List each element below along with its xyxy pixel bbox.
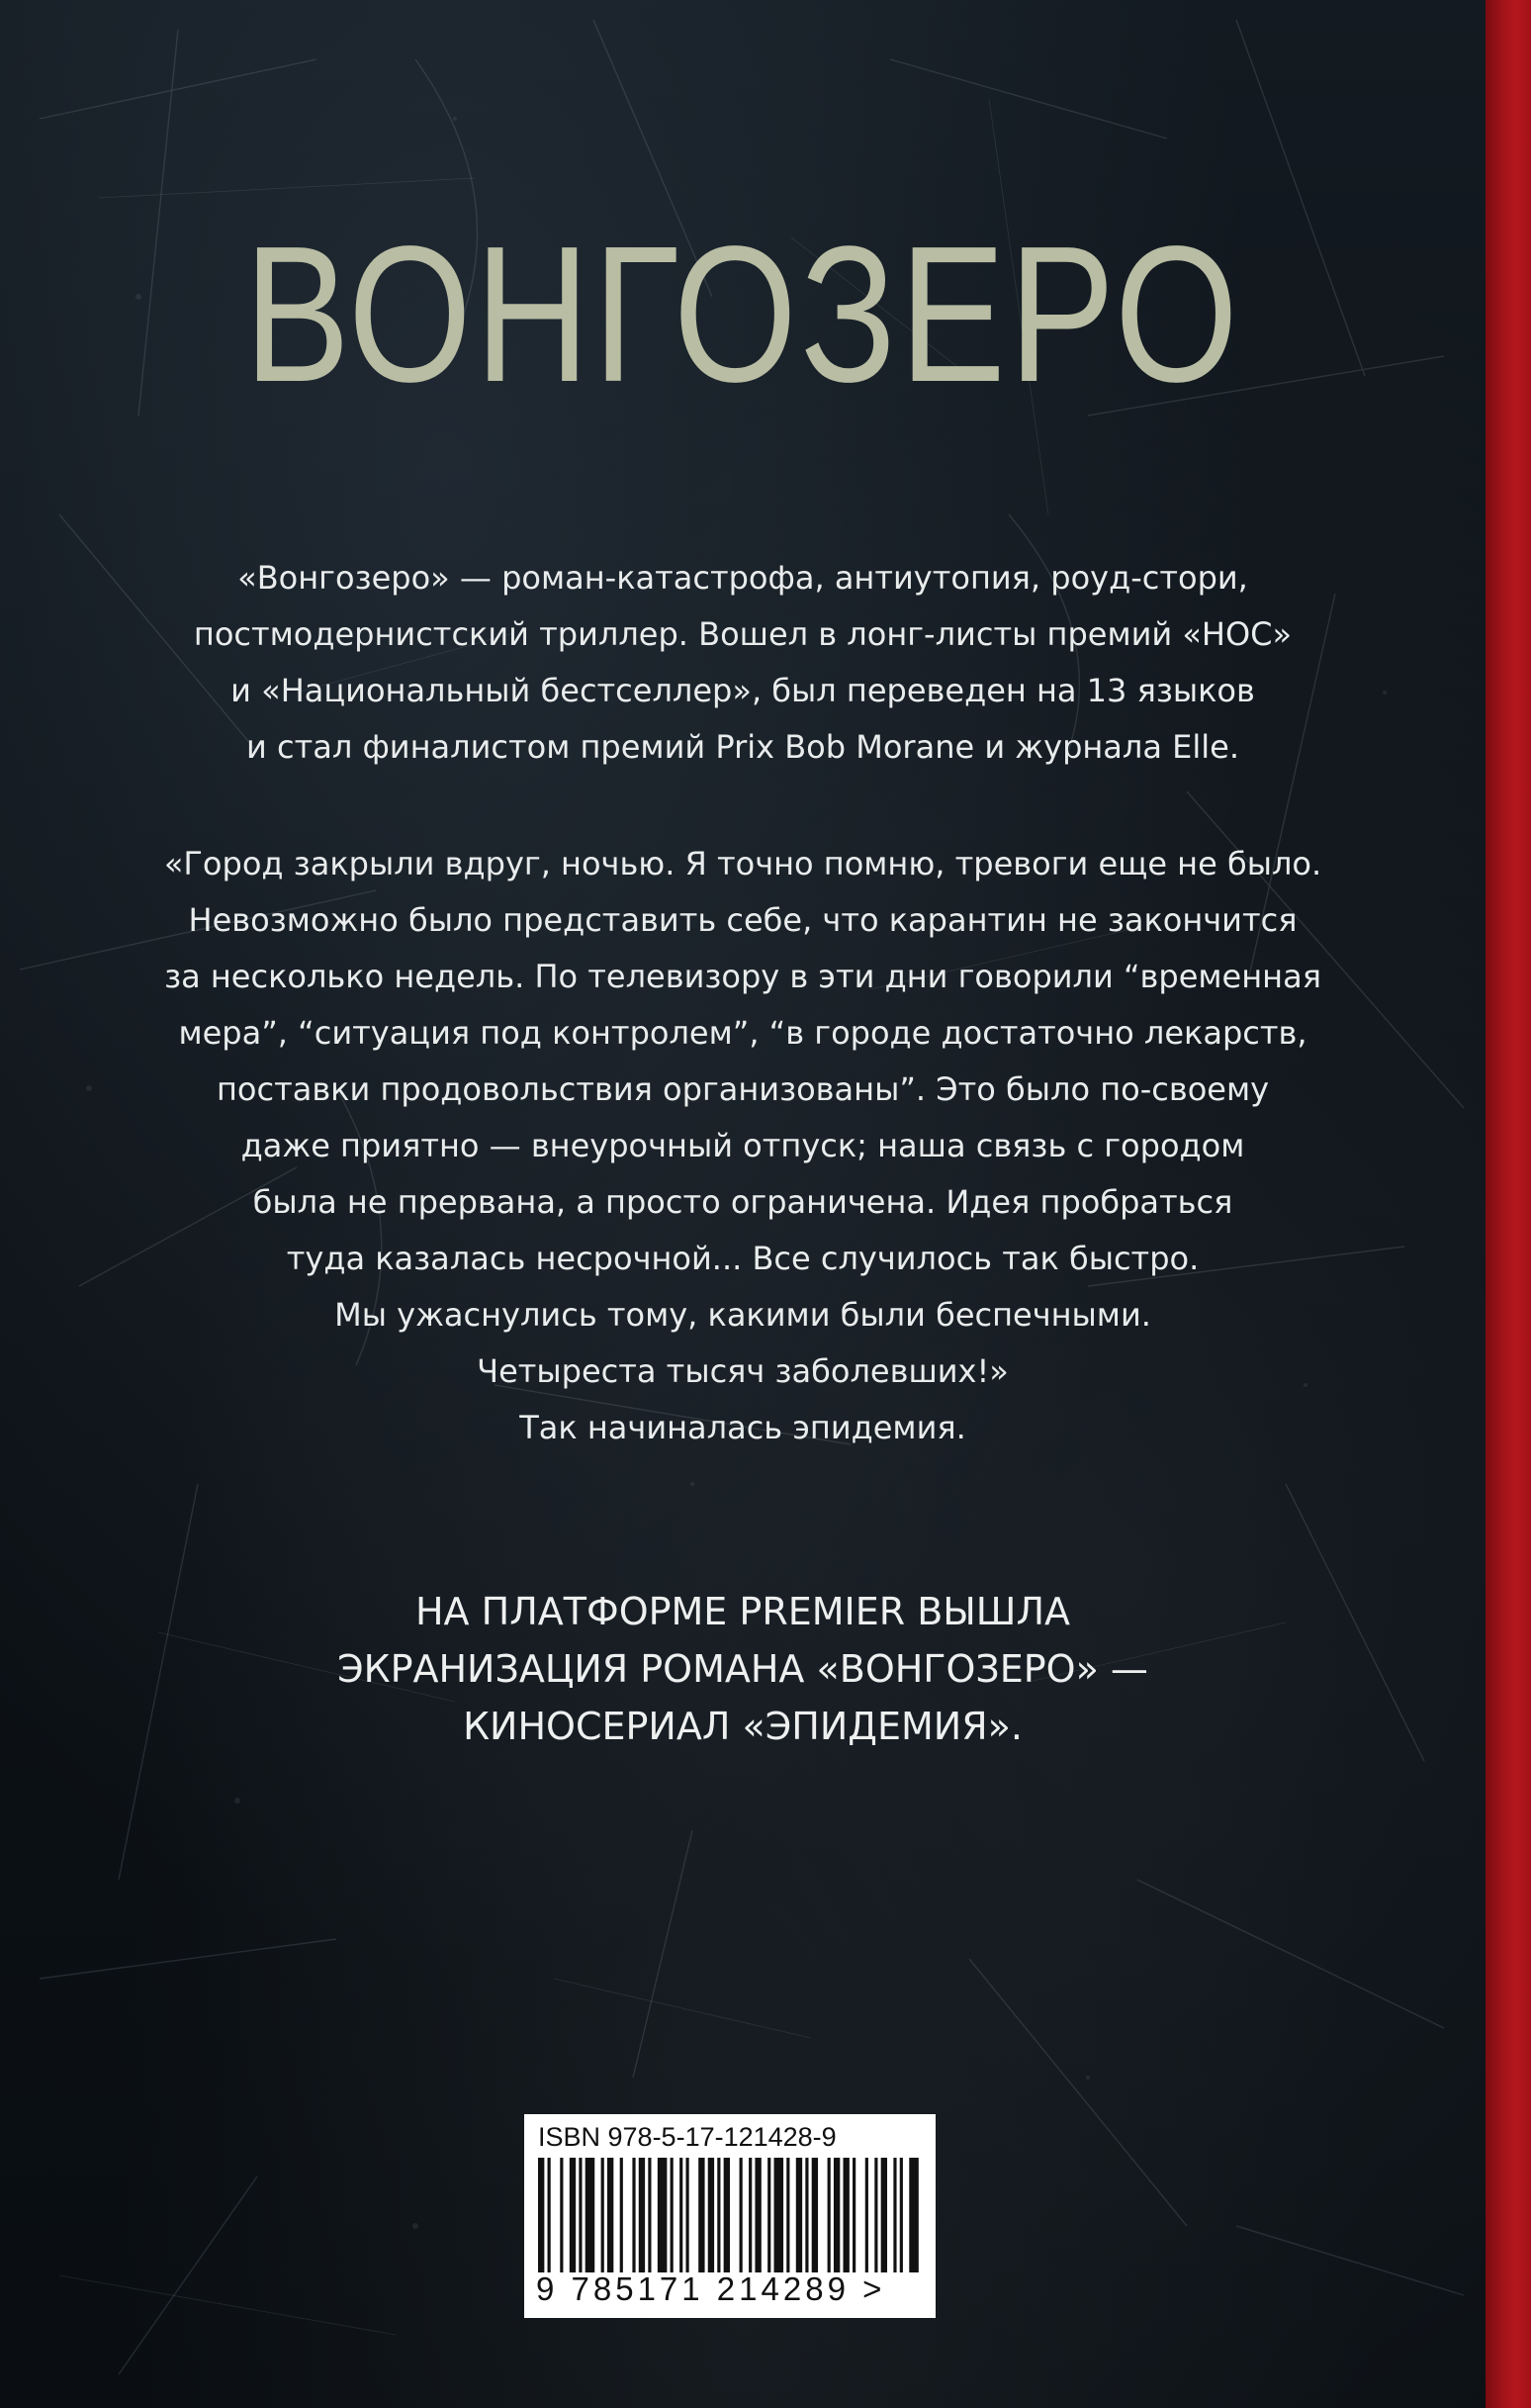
blurb-line: и стал финалистом премий Prix Bob Morane и журнала Elle. [246,728,1239,766]
excerpt-line: Мы ужаснулись тому, какими были беспечными. [334,1296,1151,1334]
barcode-bar [767,2158,770,2272]
excerpt-line: мера”, “ситуация под контролем”, “в городе достаточно лекарств, [178,1014,1307,1052]
barcode-bar [632,2158,635,2272]
isbn-label: ISBN 978-5-17-121428-9 [538,2122,837,2152]
announcement-line: КИНОСЕРИАЛ «ЭПИДЕМИЯ». [463,1705,1023,1748]
barcode-bar [538,2158,544,2272]
barcode-bar [893,2158,896,2272]
excerpt-line: Четыреста тысяч заболевших!» [477,1352,1009,1390]
barcode-bars [538,2158,922,2272]
barcode-bar [685,2158,688,2272]
barcode-bar [796,2158,802,2272]
excerpt-line: туда казалась несрочной... Все случилось так быстро. [286,1240,1200,1277]
barcode-bar [828,2158,831,2272]
excerpt-line: «Город закрыли вдруг, ночью. Я точно помню, тревоги еще не было. [163,845,1322,882]
excerpt-line: поставки продовольствия организованы”. Это было по-своему [216,1070,1270,1108]
barcode-bar [648,2158,651,2272]
barcode-bar [874,2158,877,2272]
barcode-bar [834,2158,840,2272]
barcode-bar [881,2158,887,2272]
announcement-line: НА ПЛАТФОРМЕ PREMIER ВЫШЛА [414,1590,1071,1633]
barcode-bar [560,2158,563,2272]
barcode-bar [740,2158,743,2272]
barcode-bar [698,2158,704,2272]
barcode-bar [708,2158,714,2272]
blurb-line: постмодернистский триллер. Вошел в лонг-листы премий «НОС» [193,615,1293,653]
barcode-bar [805,2158,808,2272]
barcode-bar [786,2158,789,2272]
barcode-bar [620,2158,623,2272]
excerpt-line: Так начиналась эпидемия. [519,1409,966,1446]
barcode-bar [579,2158,582,2272]
barcode-bar [853,2158,856,2272]
spine-edge [1486,0,1531,2408]
excerpt-line: была не прервана, а просто ограничена. Идея пробраться [252,1183,1233,1221]
isbn-barcode [524,2114,936,2318]
excerpt-line: даже приятно — внеурочный отпуск; наша связь с городом [240,1127,1245,1164]
book-blurb [0,550,1486,776]
barcode-bar [607,2158,613,2272]
barcode-bar [658,2158,668,2272]
barcode-bar [755,2158,761,2272]
adaptation-announcement [0,1583,1486,1755]
barcode-bar [671,2158,674,2272]
barcode-bar [639,2158,645,2272]
book-excerpt [0,836,1486,1456]
barcode-bar [900,2158,903,2272]
barcode-bar [570,2158,576,2272]
barcode-bar [724,2158,730,2272]
book-title: ВОНГОЗЕРО [243,206,1242,422]
barcode-bar [679,2158,682,2272]
barcode-bar [717,2158,720,2272]
excerpt-line: за несколько недель. По телевизору в эти дни говорили “временная [164,958,1321,995]
barcode-bar [548,2158,551,2272]
barcode-bar [749,2158,752,2272]
barcode-bar [585,2158,595,2272]
announcement-line: ЭКРАНИЗАЦИЯ РОМАНА «ВОНГОЗЕРО» — [337,1647,1148,1691]
excerpt-line: Невозможно было представить себе, что карантин не закончится [188,901,1298,939]
barcode-bar [812,2158,818,2272]
barcode-bar [909,2158,919,2272]
barcode-bar [865,2158,868,2272]
blurb-line: и «Национальный бестселлер», был переведен на 13 языков [230,672,1255,709]
barcode-bar [601,2158,604,2272]
blurb-line: «Вонгозеро» — роман-катастрофа, антиутопия, роуд-стори, [237,559,1248,597]
ean-digits: 9 785171 214289 > [536,2270,886,2307]
barcode-bar [774,2158,784,2272]
barcode-bar [843,2158,849,2272]
